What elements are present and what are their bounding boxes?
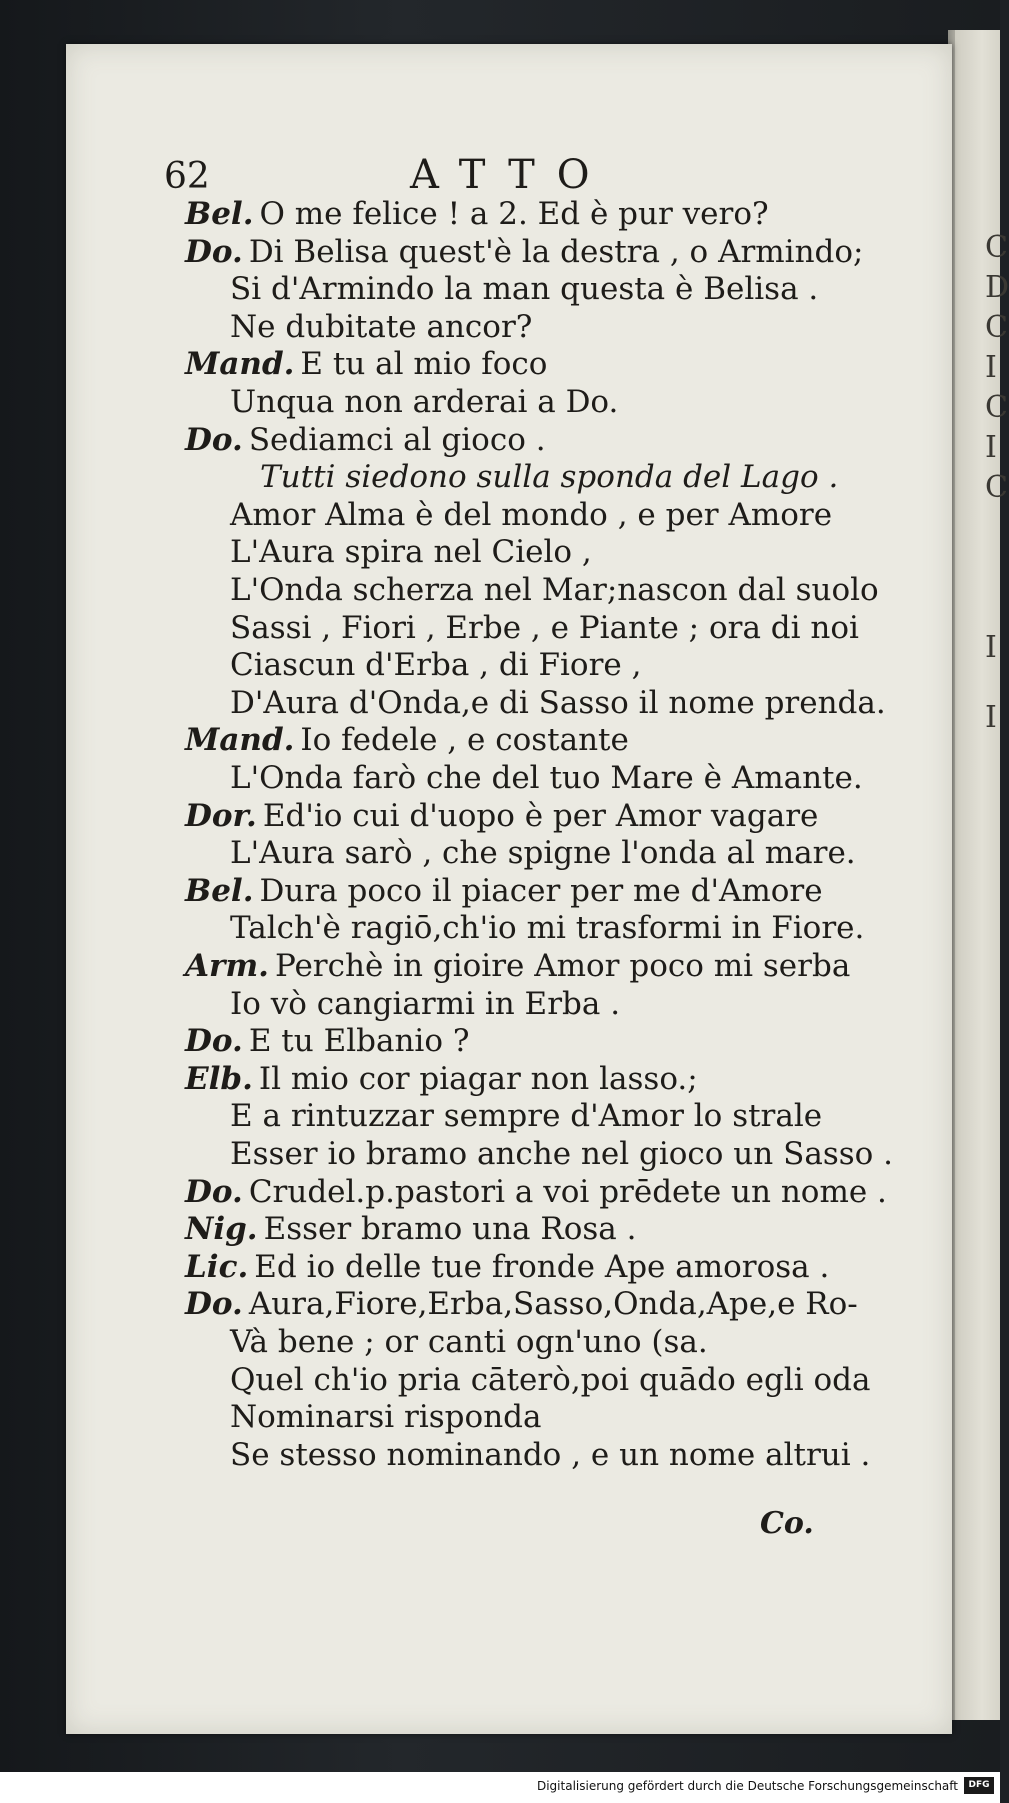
text-line — [230, 835, 856, 871]
verse-text: L'Aura spira nel Cielo , — [230, 534, 592, 571]
text-line — [230, 271, 818, 307]
text-line — [185, 722, 629, 758]
verse-text: E tu Elbanio ? — [248, 1023, 470, 1060]
text-line — [230, 384, 618, 420]
text-line — [185, 1249, 829, 1285]
text-line — [230, 497, 832, 533]
text-line — [185, 196, 769, 232]
facing-page-char: C — [985, 470, 1008, 505]
speaker-label: Mand. — [185, 722, 295, 759]
verse-text: L'Onda scherza nel Mar;nascon dal suolo — [230, 572, 879, 608]
text-line — [185, 1023, 469, 1059]
text-line — [185, 422, 546, 458]
verse-text: Unqua non arderai a Do. — [230, 384, 619, 420]
verse-text: Và bene ; or canti ogn'uno (sa. — [230, 1324, 708, 1360]
text-line — [230, 685, 886, 721]
stage-direction: Tutti siedono sulla sponda del Lago . — [260, 459, 839, 496]
text-line — [230, 910, 864, 946]
text-line — [230, 309, 532, 345]
verse-text: Sassi , Fiori , Erbe , e Piante ; ora di noi — [230, 609, 859, 646]
verse-text: L'Aura sarò , che spigne l'onda al mare. — [230, 835, 856, 872]
verse-text: Esser io bramo anche nel gioco un Sasso . — [230, 1136, 894, 1172]
verse-text: Talch'è ragiō,ch'io mi trasformi in Fiore. — [230, 910, 865, 947]
verse-text: Il mio cor piagar non lasso.; — [258, 1060, 698, 1097]
running-head: ATTO — [410, 152, 612, 198]
text-line — [230, 1399, 541, 1435]
verse-text: E tu al mio foco — [300, 346, 548, 383]
verse-text: D'Aura d'Onda,e di Sasso il nome prenda. — [230, 684, 886, 721]
facing-page-char: I — [985, 630, 997, 665]
speaker-label: Dor. — [185, 797, 257, 834]
verse-text: Ed io delle tue fronde Ape amorosa . — [254, 1248, 830, 1285]
facing-page-char: D — [985, 270, 1009, 305]
verse-text: Io vò cangiarmi in Erba . — [230, 985, 621, 1022]
facing-page-char: C — [985, 230, 1008, 265]
speaker-label: Bel. — [185, 872, 254, 909]
verse-text: Si d'Armindo la man questa è Belisa . — [230, 271, 819, 308]
facing-page-char: I — [985, 700, 997, 735]
verse-text: Crudel.p.pastori a voi prēdete un nome . — [248, 1173, 887, 1210]
verse-text: Aura,Fiore,Erba,Sasso,Onda,Ape,e Ro- — [248, 1286, 858, 1323]
verse-text: Amor Alma è del mondo , e per Amore — [230, 496, 833, 533]
speaker-label: Do. — [185, 1173, 243, 1210]
verse-text: O me felice ! a 2. Ed è pur vero? — [259, 196, 769, 232]
text-line — [230, 1136, 893, 1172]
text-line — [230, 572, 879, 608]
verse-text: Se stesso nominando , e un nome altrui . — [230, 1436, 871, 1473]
text-line — [185, 234, 864, 270]
speaker-label: Do. — [185, 1023, 243, 1060]
text-line — [230, 1098, 822, 1134]
verse-text: Sediamci al gioco . — [248, 421, 546, 458]
text-line — [185, 1211, 637, 1247]
verse-text: E a rintuzzar sempre d'Amor lo strale — [230, 1098, 823, 1135]
verse-text: Nominarsi risponda — [230, 1399, 542, 1436]
speaker-label: Do. — [185, 233, 243, 270]
verse-text: Ne dubitate ancor? — [230, 308, 533, 345]
speaker-label: Elb. — [185, 1060, 253, 1097]
verse-text: Esser bramo una Rosa . — [263, 1211, 637, 1248]
text-line — [185, 1174, 887, 1210]
verse-text: Di Belisa quest'è la destra , o Armindo; — [248, 233, 864, 270]
footer-bar — [0, 1772, 1000, 1803]
facing-page-char: I — [985, 350, 997, 385]
speaker-label: Nig. — [185, 1211, 258, 1248]
speaker-label: Bel. — [185, 196, 254, 232]
text-line — [185, 873, 823, 909]
footer-credit: Digitalisierung gefördert durch die Deutsche Forschungsgemeinschaft — [536, 1779, 958, 1793]
text-line — [230, 1324, 708, 1360]
facing-page-char: C — [985, 390, 1008, 425]
text-line — [185, 1286, 858, 1322]
verse-text: Dura poco il piacer per me d'Amore — [259, 872, 823, 909]
text-line — [185, 346, 547, 382]
speaker-label: Mand. — [185, 346, 295, 383]
text-line — [230, 760, 863, 796]
verse-text: Ed'io cui d'uopo è per Amor vagare — [262, 797, 819, 834]
text-line — [230, 1437, 870, 1473]
text-line — [230, 534, 592, 570]
speaker-label: Lic. — [185, 1248, 249, 1285]
text-line — [230, 1362, 870, 1398]
page-number: 62 — [164, 156, 210, 197]
verse-text: Ciascun d'Erba , di Fiore , — [230, 647, 642, 684]
verse-text: Perchè in gioire Amor poco mi serba — [274, 948, 851, 984]
text-line — [185, 1061, 698, 1097]
facing-page-char: I — [985, 430, 997, 465]
verse-text: Io fedele , e costante — [300, 722, 629, 759]
facing-page-char: C — [985, 310, 1008, 345]
text-line — [230, 647, 641, 683]
speaker-label: Do. — [185, 421, 243, 458]
text-line — [260, 459, 838, 495]
verse-text: Quel ch'io pria cāterò,poi quādo egli oda — [230, 1361, 871, 1398]
verse-text: L'Onda farò che del tuo Mare è Amante. — [230, 760, 863, 796]
text-line — [185, 798, 818, 834]
text-line — [185, 948, 850, 984]
dfg-logo: DFG — [964, 1777, 994, 1794]
text-line — [230, 610, 859, 646]
speaker-label: Do. — [185, 1286, 243, 1323]
speaker-label: Arm. — [185, 948, 269, 984]
catchword: Co. — [760, 1506, 814, 1541]
text-line — [230, 986, 620, 1022]
